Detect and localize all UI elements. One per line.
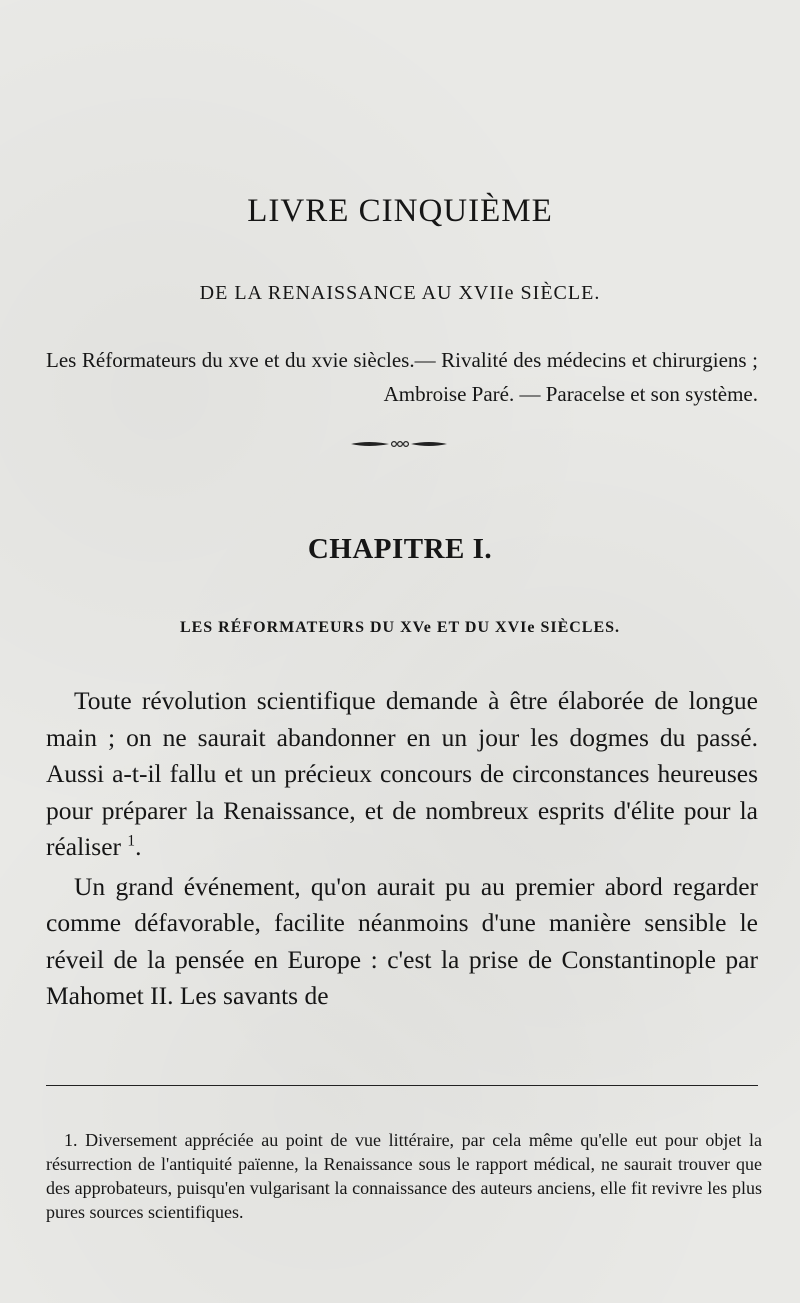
paragraph: Toute révolution scientifique demande à être élaborée de longue main ; on ne saurait abandonner en un jour les dogmes du passé. Aussi a-t-il fallu et un précieux concours de circonstances heureuses pour préparer la Renaissance, et de nombreux esprits d'élite pour la réaliser $^1$. — [46, 686, 758, 861]
paragraph: Un grand événement, qu'on aurait pu au premier abord regarder comme défavorable, facilite néanmoins d'une manière sensible le réveil de la pensée en Europe : c'est la prise de Constantinople par Mahomet II. Les savants de — [46, 871, 758, 1010]
ornament-divider-icon — [349, 437, 449, 451]
footnote: 1. Diversement appréciée au point de vue littéraire, par cela même qu'elle eut pour objet la résurrection de l'antiquité païenne, la Renaissance sous le rapport médical, ne saurait trouver que des approbateurs, puisqu'en vulgarisant la connaissance des auteurs anciens, elle fit revivre les plus pures sources scientifiques. — [46, 1130, 762, 1222]
book-summary: Les Réformateurs du xve et du xvie siècles.— Rivalité des médecins et chirurgiens ; Ambroise Paré. — Paracelse et son système. — [46, 348, 758, 406]
chapter-title: CHAPITRE I. — [307, 533, 493, 565]
book-subtitle: DE LA RENAISSANCE AU XVIIe SIÈCLE. — [199, 282, 601, 304]
paragraph-text: Toute révolution scientifique demande à être élaborée de longue main ; on ne saurait abandonner en un jour les dogmes du passé. Aussi a-t-il fallu et un précieux concours de circonstances heureuses pour préparer la Renaissance, et de nombreux esprits d'élite pour la réaliser — [46, 686, 758, 861]
book-title: LIVRE CINQUIÈME — [247, 193, 553, 229]
footnote-separator — [46, 1085, 758, 1086]
body-text — [46, 683, 758, 1015]
footnote-reference: 1 — [127, 832, 136, 850]
chapter-subtitle: LES RÉFORMATEURS DU XVe ET DU XVIe SIÈCLES. — [179, 619, 621, 636]
